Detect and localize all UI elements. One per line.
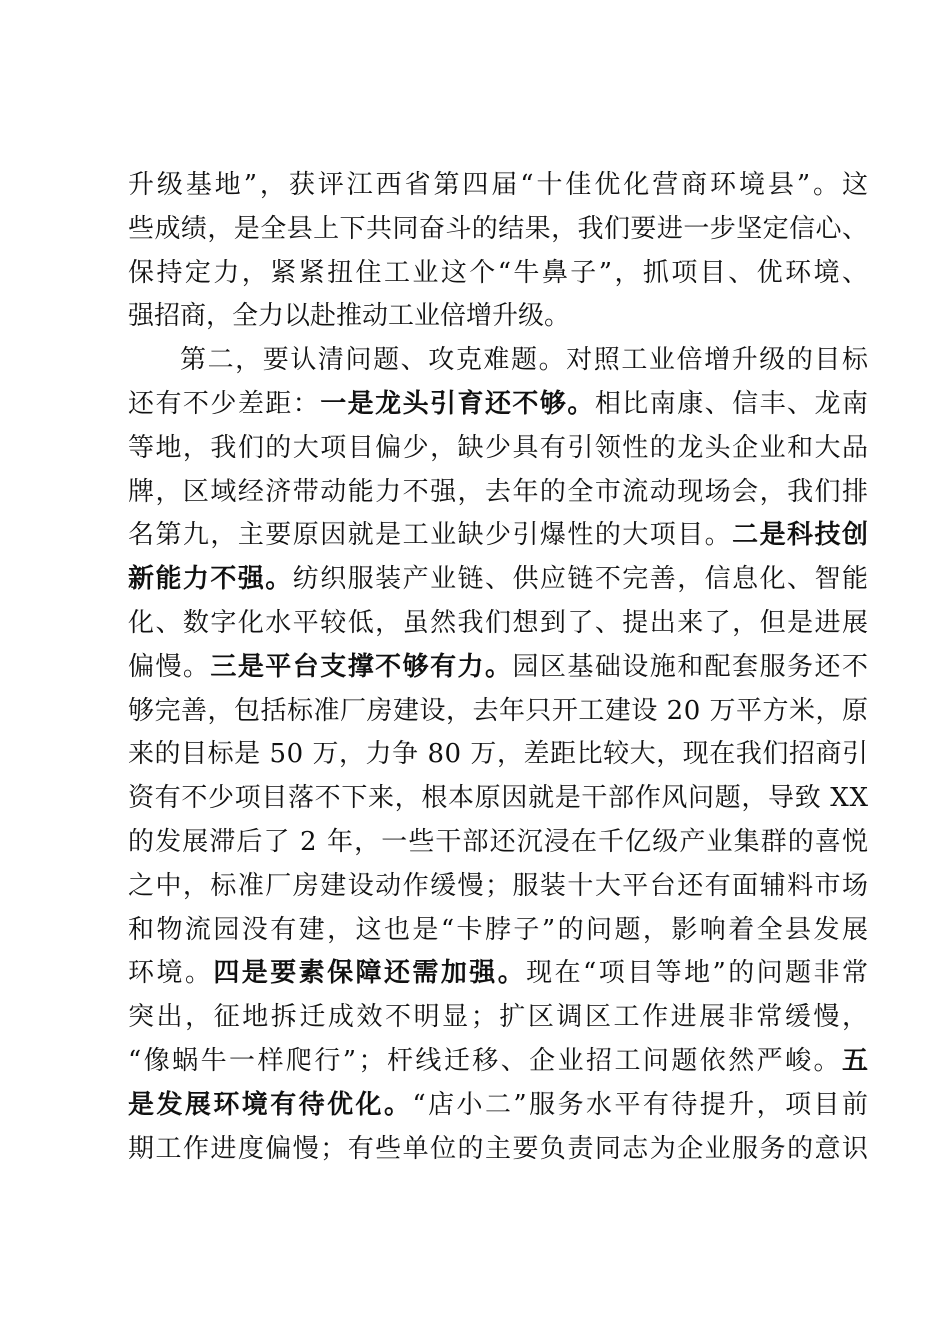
bold-heading-text: 五: [841, 1045, 871, 1076]
body-text-segment: 够完善，包括标准厂房建设，去年只开工建设 20 万平方米，原: [128, 695, 869, 726]
body-text-segment: 保持定力，紧紧扭住工业这个“牛鼻子”，抓项目、优环境、: [128, 257, 871, 288]
body-text-segment: 环境。: [128, 958, 214, 989]
text-line: [128, 602, 868, 646]
body-text-segment: “像蜗牛一样爬行”；杆线迁移、企业招工问题依然严峻。: [128, 1045, 842, 1076]
text-line: [128, 514, 868, 558]
text-line: [128, 252, 871, 296]
text-line: [128, 733, 868, 777]
text-line: [128, 427, 868, 471]
body-text-segment: 之中，标准厂房建设动作缓慢；服装十大平台还有面辅料市场: [128, 870, 870, 901]
text-line: [128, 339, 868, 383]
body-text-segment: 的发展滞后了 2 年，一些干部还沉浸在千亿级产业集群的喜悦: [128, 826, 870, 857]
body-text-segment: 强招商，全力以赴推动工业倍增升级。: [128, 301, 571, 332]
body-text-segment: 纺织服装产业链、供应链不完善，信息化、智能: [292, 564, 870, 595]
body-text-segment: 些成绩，是全县上下共同奋斗的结果，我们要进一步坚定信心、: [128, 213, 869, 244]
bold-heading-text: 新能力不强。: [128, 564, 293, 595]
bold-heading-text: 四是要素保障还需加强。: [213, 958, 527, 989]
body-text-segment: 还有不少差距：: [128, 388, 321, 419]
bold-heading-text: 一是龙头引育还不够。: [320, 388, 595, 419]
bold-heading-text: 三是平台支撑不够有力。: [210, 651, 513, 682]
body-text-segment: 牌，区域经济带动能力不强，去年的全市流动现场会，我们排: [128, 476, 870, 507]
body-text-segment: “店小二”服务水平有待提升，项目前: [412, 1089, 871, 1120]
body-text-segment: 突出，征地拆迁成效不明显；扩区调区工作进展非常缓慢，: [128, 1002, 871, 1033]
body-text-segment: 第二，要认清问题、攻克难题。对照工业倍增升级的目标: [180, 345, 870, 376]
body-text-segment: 化、数字化水平较低，虽然我们想到了、提出来了，但是进展: [128, 607, 870, 638]
body-text-segment: 来的目标是 50 万，力争 80 万，差距比较大，现在我们招商引: [128, 739, 869, 770]
body-text-segment: 期工作进度偏慢；有些单位的主要负责同志为企业服务的意识: [128, 1133, 870, 1164]
text-line: [128, 471, 868, 515]
body-text: [128, 164, 871, 1171]
text-line: [128, 777, 868, 821]
text-line: [128, 996, 871, 1040]
text-line: [128, 295, 868, 339]
bold-heading-text: 二是科技创: [732, 520, 870, 551]
text-line: [128, 865, 868, 909]
text-line: [128, 646, 868, 690]
body-text-segment: 偏慢。: [128, 651, 211, 682]
text-line: [128, 383, 868, 427]
text-line: [128, 1128, 868, 1172]
text-line: [128, 208, 868, 252]
text-line: [128, 1040, 871, 1084]
text-line: [128, 909, 871, 953]
body-text-segment: 等地，我们的大项目偏少，缺少具有引领性的龙头企业和大品: [128, 432, 870, 463]
body-text-segment: 相比南康、信丰、龙南: [594, 388, 870, 419]
text-line: [128, 952, 871, 996]
text-line: [128, 690, 868, 734]
text-line: [128, 821, 868, 865]
text-line: [128, 1084, 871, 1128]
body-text-segment: 现在“项目等地”的问题非常: [526, 958, 871, 989]
body-text-segment: 名第九，主要原因就是工业缺少引爆性的大项目。: [128, 520, 733, 551]
body-text-segment: 和物流园没有建，这也是“卡脖子”的问题，影响着全县发展: [128, 914, 871, 945]
text-line: [128, 558, 868, 602]
text-line: [128, 164, 871, 208]
bold-heading-text: 是发展环境有待优化。: [128, 1089, 413, 1120]
body-text-segment: 升级基地”，获评江西省第四届“十佳优化营商环境县”。这: [128, 170, 871, 200]
body-text-segment: 园区基础设施和配套服务还不: [512, 651, 870, 682]
body-text-segment: 资有不少项目落不下来，根本原因就是干部作风问题，导致 XX: [128, 783, 869, 814]
